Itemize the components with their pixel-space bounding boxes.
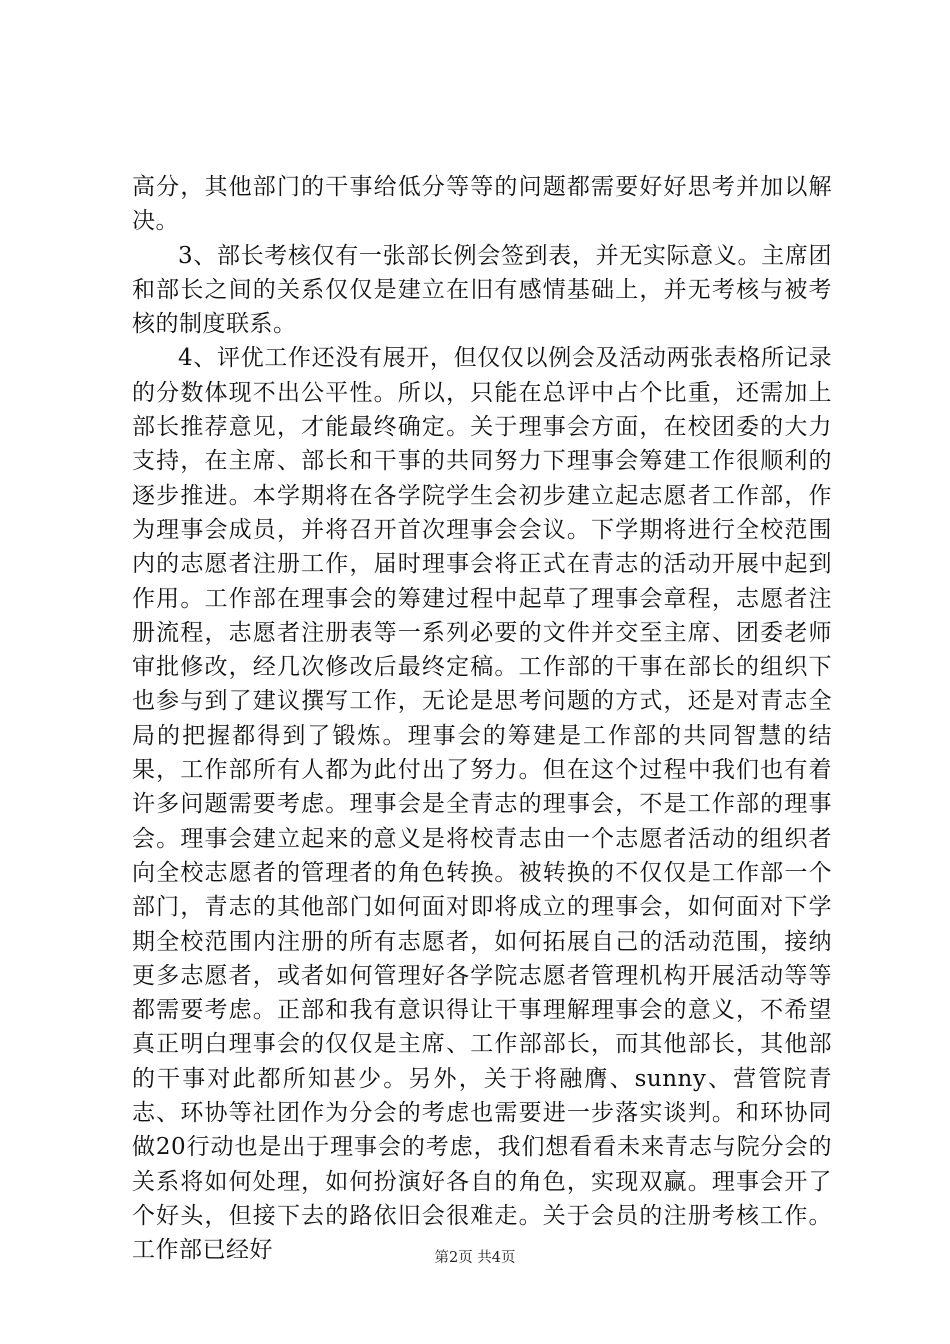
paragraph-continuation: 高分，其他部门的干事给低分等等的问题都需要好好思考并加以解决。 [132,174,832,235]
paragraph-item-4: 4、评优工作还没有展开，但仅仅以例会及活动两张表格所记录的分数体现不出公平性。所以，只能在总评中占个比重，还需加上部长推荐意见，才能最终确定。关于理事会方面，在校团委的大力支持，在主席、部长和干事的共同努力下理事会筹建工作很顺利的逐步推进。本学期将在各学院学生会初步建立起志愿者工作部，作为理事会成员，并将召开首次理事会会议。下学期将进行全校范围内的志愿者注册工作，届时理事会将正式在青志的活动开展中起到作用。工作部在理事会的筹建过程中起草了理事会章程，志愿者注册流程，志愿者注册表等一系列必要的文件并交至主席、团委老师审批修改，经几次修改后最终定稿。工作部的干事在部长的组织下也参与到了建议撰写工作，无论是思考问题的方式，还是对青志全局的把握都得到了锻炼。理事会的筹建是工作部的共同智慧的结果，工作部所有人都为此付出了努力。但在这个过程中我们也有着许多问题需要考虑。理事会是全青志的理事会，不是工作部的理事会。理事会建立起来的意义是将校青志由一个志愿者活动的组织者向全校志愿者的管理者的角色转换。被转换的不仅仅是工作部一个部门，青志的其他部门如何面对即将成立的理事会，如何面对下学期全校范围内注册的所有志愿者，如何拓展自己的活动范围，接纳更多志愿者，或者如何管理好各学院志愿者管理机构开展活动等等都需要考虑。正部和我有意识得让干事理解理事会的意义，不希望真正明白理事会的仅仅是主席、工作部部长，而其他部长，其他部的干事对此都所知甚少。另外，关于将融膺、sunny、营管院青志、环协等社团作为分会的考虑也需要进一步落实谈判。和环协同做20行动也是出于理事会的考虑，我们想看看未来青志与院分会的关系将如何处理，如何扮演好各自的角色，实现双赢。理事会开了个好头，但接下去的路依旧会很难走。关于会员的注册考核工作。工作部已经好 [132,345,832,1264]
document-body [132,170,832,1268]
page-footer: 第2页 共4页 [434,1250,516,1266]
paragraph-item-3: 3、部长考核仅有一张部长例会签到表，并无实际意义。主席团和部长之间的关系仅仅是建立在旧有感情基础上，并无考核与被考核的制度联系。 [132,242,832,338]
